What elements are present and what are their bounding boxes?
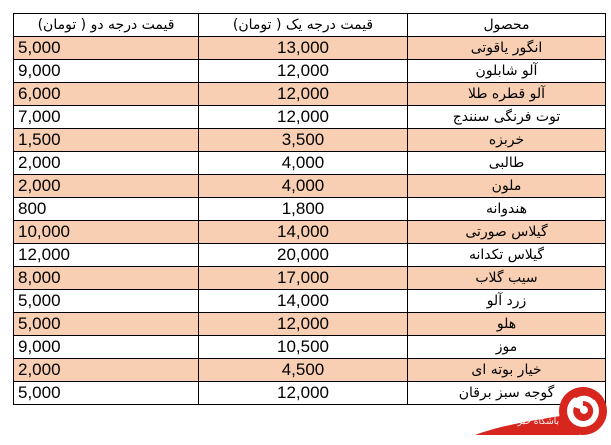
cell-product: گیلاس صورتی [408,221,606,244]
cell-price-grade2: 5,000 [14,313,199,336]
cell-price-grade1: 1,800 [199,198,408,221]
cell-product: توت فرنگی سنندج [408,106,606,129]
cell-price-grade1: 17,000 [199,267,408,290]
cell-price-grade2: 800 [14,198,199,221]
cell-price-grade1: 14,000 [199,221,408,244]
cell-price-grade2: 9,000 [14,336,199,359]
cell-product: زرد آلو [408,290,606,313]
cell-price-grade2: 10,000 [14,221,199,244]
cell-product: ملون [408,175,606,198]
cell-price-grade1: 12,000 [199,382,408,405]
table-row [14,60,606,83]
table-row [14,37,606,60]
cell-price-grade1: 4,500 [199,359,408,382]
header-price-grade2: قیمت درجه دو ( تومان) [14,14,199,37]
cell-price-grade1: 10,500 [199,336,408,359]
cell-price-grade1: 12,000 [199,313,408,336]
cell-product: آلو شابلون [408,60,606,83]
cell-price-grade1: 4,000 [199,175,408,198]
table-row [14,221,606,244]
table-header-row [14,14,606,37]
table-row [14,106,606,129]
table-row [14,336,606,359]
price-sheet [13,13,606,405]
cell-price-grade2: 2,000 [14,175,199,198]
table-row [14,83,606,106]
watermark-caption: باشگاه خبرنگاران [494,417,559,427]
cell-product: هندوانه [408,198,606,221]
cell-product: خربزه [408,129,606,152]
cell-product: خیار بوته ای [408,359,606,382]
cell-price-grade1: 13,000 [199,37,408,60]
cell-price-grade1: 20,000 [199,244,408,267]
watermark-logo [471,375,611,441]
cell-price-grade1: 12,000 [199,83,408,106]
table-row [14,198,606,221]
cell-price-grade2: 7,000 [14,106,199,129]
table-row [14,244,606,267]
price-table [13,13,606,405]
cell-product: آلو قطره طلا [408,83,606,106]
table-row [14,152,606,175]
header-price-grade1: قیمت درجه یک ( تومان) [199,14,408,37]
cell-product: گیلاس تکدانه [408,244,606,267]
cell-price-grade2: 2,000 [14,359,199,382]
cell-price-grade2: 5,000 [14,37,199,60]
cell-product: انگور یاقوتی [408,37,606,60]
cell-product: سیب گلاب [408,267,606,290]
table-row [14,313,606,336]
cell-price-grade2: 12,000 [14,244,199,267]
cell-price-grade2: 5,000 [14,382,199,405]
cell-price-grade2: 8,000 [14,267,199,290]
table-row [14,175,606,198]
cell-price-grade1: 3,500 [199,129,408,152]
cell-price-grade1: 12,000 [199,60,408,83]
header-product: محصول [408,14,606,37]
cell-price-grade2: 9,000 [14,60,199,83]
news-club-logo-icon [471,375,611,441]
table-row [14,290,606,313]
cell-price-grade1: 4,000 [199,152,408,175]
cell-price-grade1: 14,000 [199,290,408,313]
cell-price-grade2: 2,000 [14,152,199,175]
table-row [14,267,606,290]
cell-product: موز [408,336,606,359]
cell-price-grade2: 5,000 [14,290,199,313]
table-row [14,129,606,152]
cell-price-grade2: 1,500 [14,129,199,152]
cell-product: گوجه سبز برقان [408,382,606,405]
cell-product: طالبی [408,152,606,175]
cell-product: هلو [408,313,606,336]
cell-price-grade2: 6,000 [14,83,199,106]
cell-price-grade1: 12,000 [199,106,408,129]
